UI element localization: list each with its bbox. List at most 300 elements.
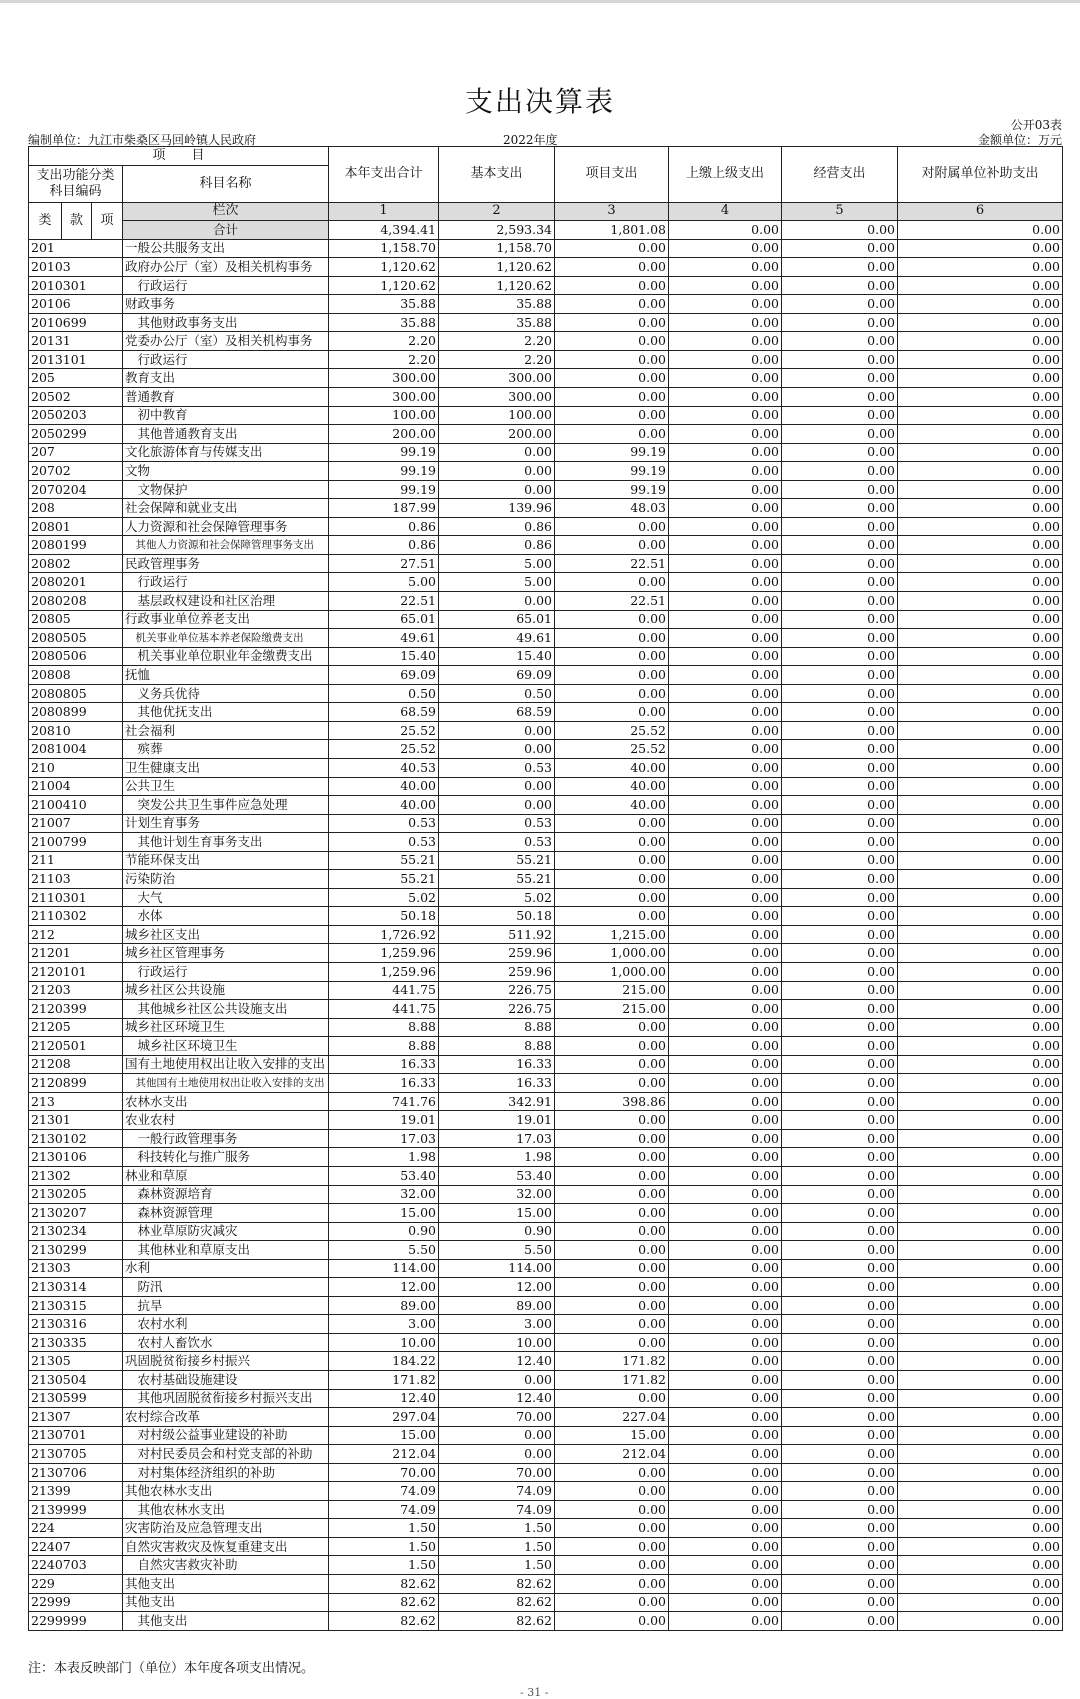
cell-upper: 0.00 xyxy=(669,480,782,499)
table-row xyxy=(29,406,1063,425)
cell-subsidy: 0.00 xyxy=(898,629,1063,648)
cell-project: 0.00 xyxy=(555,1315,669,1334)
cell-project: 0.00 xyxy=(555,276,669,295)
cell-project: 0.00 xyxy=(555,1556,669,1575)
cell-upper: 0.00 xyxy=(669,833,782,852)
cell-subsidy: 0.00 xyxy=(898,462,1063,481)
cell-subject-name: 义务兵优待 xyxy=(123,684,329,703)
table-row xyxy=(29,629,1063,648)
table-row xyxy=(29,907,1063,926)
cell-business: 0.00 xyxy=(782,499,898,518)
cell-subsidy: 0.00 xyxy=(898,1445,1063,1464)
cell-subsidy: 0.00 xyxy=(898,1593,1063,1612)
cell-project: 48.03 xyxy=(555,499,669,518)
cell-total: 35.88 xyxy=(329,313,439,332)
table-row xyxy=(29,1408,1063,1427)
cell-subject-name: 科技转化与推广服务 xyxy=(123,1148,329,1167)
cell-upper: 0.00 xyxy=(669,740,782,759)
sum-label: 合计 xyxy=(123,221,329,240)
header-lei: 类 xyxy=(29,202,62,239)
cell-total: 65.01 xyxy=(329,610,439,629)
cell-basic: 0.00 xyxy=(439,480,555,499)
sum-total: 4,394.41 xyxy=(329,221,439,240)
cell-total: 184.22 xyxy=(329,1352,439,1371)
cell-code: 210 xyxy=(29,758,123,777)
cell-project: 1,000.00 xyxy=(555,944,669,963)
cell-business: 0.00 xyxy=(782,610,898,629)
header-row-item xyxy=(29,147,1063,166)
cell-basic: 0.86 xyxy=(439,536,555,555)
cell-basic: 226.75 xyxy=(439,981,555,1000)
cell-subject-name: 其他优抚支出 xyxy=(123,703,329,722)
cell-upper: 0.00 xyxy=(669,1092,782,1111)
header-row-colnum xyxy=(29,202,1063,221)
cell-subsidy: 0.00 xyxy=(898,1055,1063,1074)
cell-business: 0.00 xyxy=(782,1426,898,1445)
cell-subject-name: 水体 xyxy=(123,907,329,926)
cell-basic: 55.21 xyxy=(439,851,555,870)
cell-code: 21205 xyxy=(29,1018,123,1037)
cell-total: 0.90 xyxy=(329,1222,439,1241)
cell-subject-name: 灾害防治及应急管理支出 xyxy=(123,1519,329,1538)
cell-code: 2010301 xyxy=(29,276,123,295)
cell-business: 0.00 xyxy=(782,962,898,981)
cell-upper: 0.00 xyxy=(669,684,782,703)
table-row xyxy=(29,276,1063,295)
cell-subject-name: 对村级公益事业建设的补助 xyxy=(123,1426,329,1445)
cell-upper: 0.00 xyxy=(669,1259,782,1278)
cell-business: 0.00 xyxy=(782,1371,898,1390)
cell-subsidy: 0.00 xyxy=(898,1204,1063,1223)
cell-subsidy: 0.00 xyxy=(898,1241,1063,1260)
table-row xyxy=(29,814,1063,833)
cell-basic: 15.00 xyxy=(439,1204,555,1223)
sum-upper: 0.00 xyxy=(669,221,782,240)
cell-basic: 342.91 xyxy=(439,1092,555,1111)
cell-code: 2130314 xyxy=(29,1278,123,1297)
cell-project: 0.00 xyxy=(555,388,669,407)
cell-basic: 74.09 xyxy=(439,1482,555,1501)
cell-code: 20702 xyxy=(29,462,123,481)
cell-subsidy: 0.00 xyxy=(898,1315,1063,1334)
cell-business: 0.00 xyxy=(782,796,898,815)
cell-code: 2080208 xyxy=(29,592,123,611)
cell-business: 0.00 xyxy=(782,1055,898,1074)
cell-subject-name: 对村民委员会和村党支部的补助 xyxy=(123,1445,329,1464)
cell-business: 0.00 xyxy=(782,1482,898,1501)
cell-upper: 0.00 xyxy=(669,1185,782,1204)
cell-basic: 70.00 xyxy=(439,1408,555,1427)
cell-project: 99.19 xyxy=(555,480,669,499)
cell-total: 5.50 xyxy=(329,1241,439,1260)
cell-subject-name: 机关事业单位职业年金缴费支出 xyxy=(123,647,329,666)
cell-business: 0.00 xyxy=(782,1278,898,1297)
cell-subject-name: 其他城乡社区公共设施支出 xyxy=(123,1000,329,1019)
cell-project: 0.00 xyxy=(555,332,669,351)
cell-subsidy: 0.00 xyxy=(898,907,1063,926)
cell-code: 2240703 xyxy=(29,1556,123,1575)
cell-business: 0.00 xyxy=(782,1463,898,1482)
cell-subsidy: 0.00 xyxy=(898,1612,1063,1631)
header-project: 项目支出 xyxy=(555,147,669,203)
cell-code: 2130106 xyxy=(29,1148,123,1167)
cell-total: 99.19 xyxy=(329,462,439,481)
cell-business: 0.00 xyxy=(782,944,898,963)
table-row xyxy=(29,425,1063,444)
cell-basic: 8.88 xyxy=(439,1037,555,1056)
cell-subsidy: 0.00 xyxy=(898,1259,1063,1278)
cell-project: 25.52 xyxy=(555,721,669,740)
table-row xyxy=(29,1092,1063,1111)
cell-subject-name: 节能环保支出 xyxy=(123,851,329,870)
table-row xyxy=(29,313,1063,332)
cell-project: 0.00 xyxy=(555,536,669,555)
cell-upper: 0.00 xyxy=(669,962,782,981)
cell-project: 0.00 xyxy=(555,1296,669,1315)
cell-code: 2120899 xyxy=(29,1074,123,1093)
cell-upper: 0.00 xyxy=(669,1482,782,1501)
cell-project: 0.00 xyxy=(555,258,669,277)
cell-business: 0.00 xyxy=(782,907,898,926)
table-row xyxy=(29,1333,1063,1352)
cell-basic: 12.00 xyxy=(439,1278,555,1297)
cell-basic: 300.00 xyxy=(439,388,555,407)
cell-business: 0.00 xyxy=(782,276,898,295)
cell-subsidy: 0.00 xyxy=(898,1092,1063,1111)
cell-code: 22999 xyxy=(29,1593,123,1612)
cell-subject-name: 计划生育事务 xyxy=(123,814,329,833)
table-row xyxy=(29,944,1063,963)
cell-code: 20106 xyxy=(29,295,123,314)
cell-project: 0.00 xyxy=(555,425,669,444)
cell-total: 69.09 xyxy=(329,666,439,685)
table-row xyxy=(29,517,1063,536)
cell-upper: 0.00 xyxy=(669,814,782,833)
cell-project: 0.00 xyxy=(555,1018,669,1037)
cell-subject-name: 污染防治 xyxy=(123,870,329,889)
cell-upper: 0.00 xyxy=(669,1037,782,1056)
cell-business: 0.00 xyxy=(782,666,898,685)
cell-basic: 15.40 xyxy=(439,647,555,666)
cell-project: 0.00 xyxy=(555,1537,669,1556)
cell-subsidy: 0.00 xyxy=(898,1129,1063,1148)
table-row xyxy=(29,851,1063,870)
cell-upper: 0.00 xyxy=(669,1500,782,1519)
table-row xyxy=(29,1482,1063,1501)
cell-basic: 0.00 xyxy=(439,443,555,462)
cell-basic: 74.09 xyxy=(439,1500,555,1519)
cell-total: 441.75 xyxy=(329,1000,439,1019)
cell-code: 21004 xyxy=(29,777,123,796)
cell-upper: 0.00 xyxy=(669,1074,782,1093)
cell-subject-name: 自然灾害救灾及恢复重建支出 xyxy=(123,1537,329,1556)
cell-upper: 0.00 xyxy=(669,1222,782,1241)
cell-subject-name: 突发公共卫生事件应急处理 xyxy=(123,796,329,815)
cell-subject-name: 社会保障和就业支出 xyxy=(123,499,329,518)
cell-subsidy: 0.00 xyxy=(898,814,1063,833)
cell-basic: 100.00 xyxy=(439,406,555,425)
cell-upper: 0.00 xyxy=(669,258,782,277)
cell-code: 2080201 xyxy=(29,573,123,592)
cell-code: 2010699 xyxy=(29,313,123,332)
cell-code: 2130705 xyxy=(29,1445,123,1464)
cell-business: 0.00 xyxy=(782,888,898,907)
cell-business: 0.00 xyxy=(782,239,898,258)
cell-subject-name: 城乡社区环境卫生 xyxy=(123,1018,329,1037)
cell-subject-name: 其他农林水支出 xyxy=(123,1500,329,1519)
cell-upper: 0.00 xyxy=(669,332,782,351)
cell-business: 0.00 xyxy=(782,1222,898,1241)
cell-total: 300.00 xyxy=(329,388,439,407)
cell-upper: 0.00 xyxy=(669,1575,782,1594)
sum-row xyxy=(29,221,1063,240)
cell-upper: 0.00 xyxy=(669,1556,782,1575)
cell-total: 2.20 xyxy=(329,332,439,351)
cell-subsidy: 0.00 xyxy=(898,684,1063,703)
cell-project: 215.00 xyxy=(555,981,669,1000)
cell-project: 0.00 xyxy=(555,703,669,722)
cell-business: 0.00 xyxy=(782,925,898,944)
cell-total: 99.19 xyxy=(329,480,439,499)
cell-subsidy: 0.00 xyxy=(898,1575,1063,1594)
cell-code: 21305 xyxy=(29,1352,123,1371)
cell-subsidy: 0.00 xyxy=(898,777,1063,796)
cell-code: 2050299 xyxy=(29,425,123,444)
cell-business: 0.00 xyxy=(782,443,898,462)
cell-total: 0.53 xyxy=(329,833,439,852)
cell-project: 398.86 xyxy=(555,1092,669,1111)
table-row xyxy=(29,1166,1063,1185)
cell-basic: 17.03 xyxy=(439,1129,555,1148)
cell-total: 300.00 xyxy=(329,369,439,388)
compiling-unit: 编制单位：九江市柴桑区马回岭镇人民政府 xyxy=(28,133,257,147)
cell-business: 0.00 xyxy=(782,1333,898,1352)
cell-subsidy: 0.00 xyxy=(898,1111,1063,1130)
cell-basic: 226.75 xyxy=(439,1000,555,1019)
header-business: 经营支出 xyxy=(782,147,898,203)
cell-upper: 0.00 xyxy=(669,944,782,963)
cell-basic: 82.62 xyxy=(439,1593,555,1612)
cell-code: 2070204 xyxy=(29,480,123,499)
cell-project: 212.04 xyxy=(555,1445,669,1464)
cell-project: 0.00 xyxy=(555,833,669,852)
cell-code: 20805 xyxy=(29,610,123,629)
cell-subsidy: 0.00 xyxy=(898,981,1063,1000)
cell-upper: 0.00 xyxy=(669,1055,782,1074)
cell-business: 0.00 xyxy=(782,406,898,425)
cell-subsidy: 0.00 xyxy=(898,1037,1063,1056)
page-title: 支出决算表 xyxy=(464,85,615,118)
cell-subsidy: 0.00 xyxy=(898,610,1063,629)
cell-subsidy: 0.00 xyxy=(898,647,1063,666)
cell-subsidy: 0.00 xyxy=(898,1296,1063,1315)
cell-total: 40.53 xyxy=(329,758,439,777)
cell-business: 0.00 xyxy=(782,703,898,722)
cell-upper: 0.00 xyxy=(669,536,782,555)
cell-upper: 0.00 xyxy=(669,573,782,592)
cell-basic: 0.50 xyxy=(439,684,555,703)
cell-subject-name: 文化旅游体育与传媒支出 xyxy=(123,443,329,462)
cell-total: 8.88 xyxy=(329,1037,439,1056)
table-row xyxy=(29,1445,1063,1464)
cell-code: 21203 xyxy=(29,981,123,1000)
cell-project: 0.00 xyxy=(555,851,669,870)
cell-code: 21307 xyxy=(29,1408,123,1427)
cell-upper: 0.00 xyxy=(669,647,782,666)
cell-subject-name: 其他支出 xyxy=(123,1612,329,1631)
cell-business: 0.00 xyxy=(782,629,898,648)
cell-upper: 0.00 xyxy=(669,406,782,425)
cell-project: 22.51 xyxy=(555,554,669,573)
cell-subsidy: 0.00 xyxy=(898,1371,1063,1390)
cell-upper: 0.00 xyxy=(669,1241,782,1260)
cell-subsidy: 0.00 xyxy=(898,443,1063,462)
table-row xyxy=(29,499,1063,518)
cell-subject-name: 民政管理事务 xyxy=(123,554,329,573)
cell-project: 0.00 xyxy=(555,295,669,314)
cell-upper: 0.00 xyxy=(669,1166,782,1185)
cell-total: 82.62 xyxy=(329,1575,439,1594)
table-row xyxy=(29,758,1063,777)
cell-project: 0.00 xyxy=(555,1278,669,1297)
cell-project: 0.00 xyxy=(555,629,669,648)
cell-subject-name: 文物保护 xyxy=(123,480,329,499)
cell-subsidy: 0.00 xyxy=(898,1333,1063,1352)
cell-basic: 0.00 xyxy=(439,462,555,481)
header-kuan: 款 xyxy=(62,202,92,239)
cell-total: 99.19 xyxy=(329,443,439,462)
cell-total: 35.88 xyxy=(329,295,439,314)
cell-project: 0.00 xyxy=(555,1241,669,1260)
cell-business: 0.00 xyxy=(782,1185,898,1204)
cell-total: 12.40 xyxy=(329,1389,439,1408)
cell-code: 2100799 xyxy=(29,833,123,852)
cell-business: 0.00 xyxy=(782,814,898,833)
cell-project: 99.19 xyxy=(555,462,669,481)
cell-code: 2139999 xyxy=(29,1500,123,1519)
cell-subject-name: 农业农村 xyxy=(123,1111,329,1130)
cell-code: 2130315 xyxy=(29,1296,123,1315)
cell-total: 10.00 xyxy=(329,1333,439,1352)
cell-total: 70.00 xyxy=(329,1463,439,1482)
cell-code: 2110301 xyxy=(29,888,123,907)
cell-code: 2081004 xyxy=(29,740,123,759)
cell-business: 0.00 xyxy=(782,1408,898,1427)
cell-code: 2080506 xyxy=(29,647,123,666)
cell-subject-name: 森林资源培育 xyxy=(123,1185,329,1204)
sum-subsidy: 0.00 xyxy=(898,221,1063,240)
cell-subject-name: 初中教育 xyxy=(123,406,329,425)
cell-basic: 16.33 xyxy=(439,1074,555,1093)
cell-basic: 0.00 xyxy=(439,796,555,815)
cell-upper: 0.00 xyxy=(669,1148,782,1167)
cell-subject-name: 防汛 xyxy=(123,1278,329,1297)
cell-subsidy: 0.00 xyxy=(898,239,1063,258)
cell-project: 0.00 xyxy=(555,350,669,369)
col-num-1: 1 xyxy=(329,202,439,221)
cell-code: 2130599 xyxy=(29,1389,123,1408)
cell-subsidy: 0.00 xyxy=(898,851,1063,870)
table-row xyxy=(29,1129,1063,1148)
cell-upper: 0.00 xyxy=(669,721,782,740)
cell-total: 200.00 xyxy=(329,425,439,444)
cell-subsidy: 0.00 xyxy=(898,295,1063,314)
cell-subsidy: 0.00 xyxy=(898,1352,1063,1371)
cell-project: 0.00 xyxy=(555,406,669,425)
cell-upper: 0.00 xyxy=(669,425,782,444)
cell-project: 0.00 xyxy=(555,1204,669,1223)
cell-project: 0.00 xyxy=(555,1129,669,1148)
cell-basic: 5.50 xyxy=(439,1241,555,1260)
expenditure-table xyxy=(28,146,1063,1631)
cell-project: 0.00 xyxy=(555,684,669,703)
table-row xyxy=(29,1296,1063,1315)
cell-basic: 0.00 xyxy=(439,1426,555,1445)
cell-basic: 35.88 xyxy=(439,295,555,314)
sum-project: 1,801.08 xyxy=(555,221,669,240)
table-row xyxy=(29,1055,1063,1074)
cell-subsidy: 0.00 xyxy=(898,332,1063,351)
cell-code: 2130234 xyxy=(29,1222,123,1241)
cell-total: 100.00 xyxy=(329,406,439,425)
cell-subject-name: 其他林业和草原支出 xyxy=(123,1241,329,1260)
cell-upper: 0.00 xyxy=(669,1445,782,1464)
cell-project: 227.04 xyxy=(555,1408,669,1427)
cell-upper: 0.00 xyxy=(669,1371,782,1390)
cell-business: 0.00 xyxy=(782,777,898,796)
cell-project: 0.00 xyxy=(555,907,669,926)
cell-subject-name: 农村水利 xyxy=(123,1315,329,1334)
cell-business: 0.00 xyxy=(782,313,898,332)
cell-subject-name: 其他普通教育支出 xyxy=(123,425,329,444)
cell-project: 0.00 xyxy=(555,888,669,907)
cell-subsidy: 0.00 xyxy=(898,870,1063,889)
cell-business: 0.00 xyxy=(782,851,898,870)
cell-upper: 0.00 xyxy=(669,295,782,314)
cell-subject-name: 其他计划生育事务支出 xyxy=(123,833,329,852)
top-border xyxy=(0,0,1080,3)
cell-upper: 0.00 xyxy=(669,517,782,536)
cell-total: 53.40 xyxy=(329,1166,439,1185)
table-row xyxy=(29,962,1063,981)
cell-total: 1,120.62 xyxy=(329,258,439,277)
cell-total: 50.18 xyxy=(329,907,439,926)
cell-project: 0.00 xyxy=(555,1612,669,1631)
cell-subsidy: 0.00 xyxy=(898,833,1063,852)
cell-project: 0.00 xyxy=(555,1074,669,1093)
footnote: 注：本表反映部门（单位）本年度各项支出情况。 xyxy=(28,1661,315,1676)
cell-upper: 0.00 xyxy=(669,1278,782,1297)
table-row xyxy=(29,610,1063,629)
cell-subsidy: 0.00 xyxy=(898,517,1063,536)
cell-upper: 0.00 xyxy=(669,350,782,369)
cell-subject-name: 大气 xyxy=(123,888,329,907)
cell-basic: 82.62 xyxy=(439,1612,555,1631)
cell-upper: 0.00 xyxy=(669,276,782,295)
cell-total: 0.86 xyxy=(329,536,439,555)
cell-code: 201 xyxy=(29,239,123,258)
cell-project: 1,000.00 xyxy=(555,962,669,981)
col-num-2: 2 xyxy=(439,202,555,221)
cell-subject-name: 林业和草原 xyxy=(123,1166,329,1185)
cell-business: 0.00 xyxy=(782,981,898,1000)
cell-upper: 0.00 xyxy=(669,629,782,648)
cell-total: 25.52 xyxy=(329,721,439,740)
table-row xyxy=(29,295,1063,314)
cell-subsidy: 0.00 xyxy=(898,388,1063,407)
cell-code: 20810 xyxy=(29,721,123,740)
cell-business: 0.00 xyxy=(782,758,898,777)
